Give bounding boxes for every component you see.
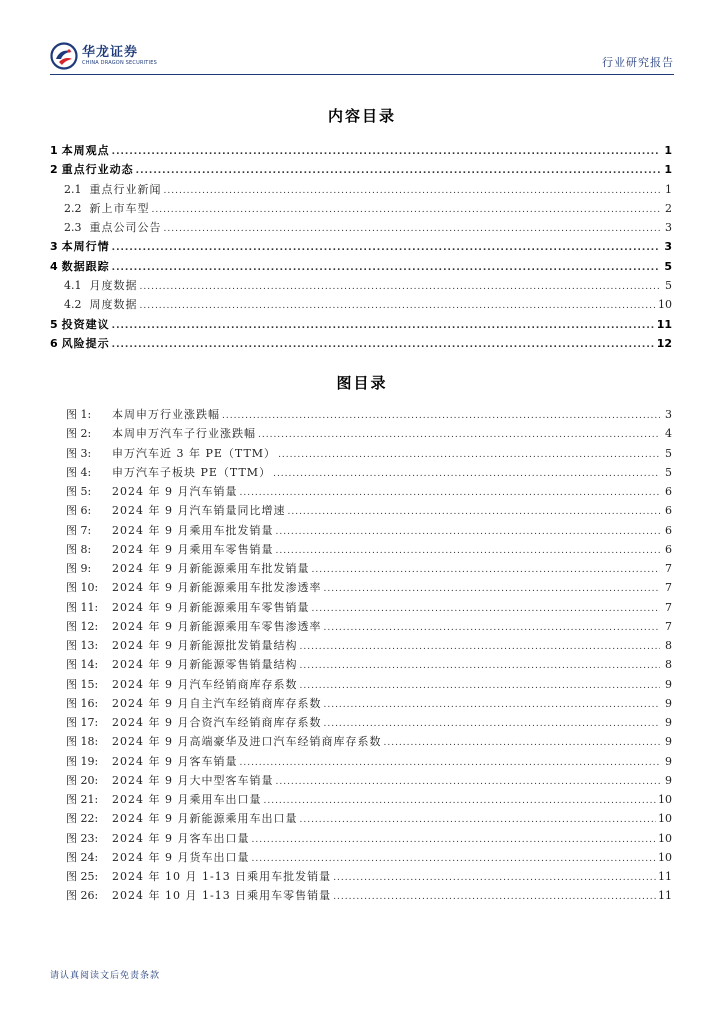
figure-entry[interactable]: [66, 445, 672, 464]
toc-leader-dots: [140, 301, 657, 311]
figure-entry-label: 申万汽车近 3 年 PE（TTM）: [112, 446, 277, 460]
figure-entry-page: 9: [665, 735, 672, 749]
toc-leader-dots: [112, 243, 660, 253]
figure-entry-label: 本周申万行业涨跌幅: [112, 408, 220, 421]
toc-entry-page: 3: [664, 240, 672, 254]
figure-entry-page: 6: [665, 485, 672, 498]
figure-entry-page: 8: [665, 658, 672, 672]
figure-entry-number: 图 1:: [66, 408, 92, 421]
figure-entry-label: 2024 年 9 月乘用车批发销量: [112, 523, 274, 537]
figure-entry-page: 9: [665, 696, 672, 710]
figure-leader-dots: [273, 469, 660, 479]
figure-entry-page: 7: [665, 562, 672, 575]
toc-entry-label: 月度数据: [89, 279, 138, 293]
figure-entry-label: 2024 年 9 月新能源批发销量结构: [112, 639, 298, 652]
figure-entry-number: 图 20:: [66, 773, 99, 787]
toc-entry-page: 1: [664, 163, 672, 177]
figure-entry-page: 7: [665, 600, 672, 614]
figure-entry-number: 图 18:: [66, 735, 99, 749]
toc-entry-label: 重点行业新闻: [89, 182, 162, 196]
figure-leader-dots: [251, 835, 656, 845]
figures-title: 图目录: [336, 374, 388, 392]
figure-entry[interactable]: [66, 560, 672, 579]
figure-entry-label: 2024 年 9 月新能源乘用车零售渗透率: [112, 619, 322, 633]
figure-leader-dots: [323, 623, 660, 633]
figure-leader-dots: [275, 527, 660, 537]
figure-entry-label: 2024 年 9 月新能源乘用车批发销量: [112, 562, 310, 575]
figure-leader-dots: [263, 796, 656, 806]
figure-entry-page: 11: [658, 870, 672, 883]
figure-entry[interactable]: [66, 868, 672, 887]
figure-entry-page: 9: [665, 773, 672, 787]
figure-entry-number: 图 4:: [66, 465, 92, 479]
figure-entry-page: 5: [665, 465, 672, 479]
figure-entry-label: 2024 年 10 月 1-13 日乘用车批发销量: [112, 870, 332, 883]
logo-english-name: CHINA DRAGON SECURITIES: [82, 60, 157, 66]
figure-entry[interactable]: [66, 656, 672, 675]
figure-leader-dots: [287, 507, 660, 517]
figure-entry-label: 2024 年 9 月新能源乘用车零售销量: [112, 600, 310, 614]
figure-entry-page: 4: [665, 427, 672, 441]
toc-entry-number: 6: [50, 336, 58, 350]
figures-list: [66, 406, 672, 907]
figure-entry-number: 图 12:: [66, 619, 99, 633]
figure-entry[interactable]: [66, 695, 672, 714]
contents-title: 内容目录: [327, 107, 396, 125]
toc-entry-page: 5: [665, 279, 672, 293]
toc-entry[interactable]: [50, 238, 672, 257]
figure-leader-dots: [251, 854, 656, 864]
toc-entry-page: 2: [665, 201, 672, 215]
figure-entry[interactable]: [66, 772, 672, 791]
figure-leader-dots: [239, 758, 660, 768]
figure-entry-number: 图 23:: [66, 831, 99, 845]
figure-entry-label: 2024 年 9 月大中型客车销量: [112, 773, 274, 787]
figure-entry[interactable]: [66, 541, 672, 560]
toc-entry-number: 4: [50, 259, 58, 273]
toc-leader-dots: [112, 321, 655, 331]
figure-entry-number: 图 7:: [66, 523, 92, 537]
toc-entry-page: 3: [665, 221, 672, 235]
toc-entry-label: 新上市车型: [89, 201, 150, 215]
figure-entry[interactable]: [66, 502, 672, 521]
figure-leader-dots: [333, 873, 656, 883]
figure-entry-number: 图 2:: [66, 427, 92, 441]
toc-entry-page: 1: [665, 182, 672, 196]
figure-entry[interactable]: [66, 618, 672, 637]
figure-entry-number: 图 25:: [66, 870, 99, 883]
toc-entry[interactable]: [50, 142, 672, 161]
toc-entry-number: 2.1: [64, 182, 82, 196]
toc-leader-dots: [112, 263, 660, 273]
toc-leader-dots: [112, 340, 655, 350]
figure-entry-number: 图 9:: [66, 562, 92, 575]
figure-entry-label: 2024 年 9 月货车出口量: [112, 850, 250, 864]
figure-entry[interactable]: [66, 676, 672, 695]
figure-entry[interactable]: [66, 464, 672, 483]
figure-leader-dots: [299, 642, 660, 652]
toc-leader-dots: [140, 282, 661, 292]
dragon-logo-icon: [50, 42, 78, 70]
figure-leader-dots: [299, 661, 660, 671]
figure-leader-dots: [278, 450, 660, 460]
toc-entry-label: 重点公司公告: [89, 221, 162, 235]
figure-entry-page: 5: [665, 446, 672, 460]
toc-entry[interactable]: [50, 200, 672, 219]
figure-entry-page: 9: [665, 754, 672, 768]
figure-leader-dots: [258, 430, 660, 440]
figure-entry-number: 图 5:: [66, 485, 92, 498]
figure-entry-number: 图 10:: [66, 581, 99, 595]
figure-entry[interactable]: [66, 733, 672, 752]
toc-leader-dots: [152, 205, 661, 215]
figure-entry-number: 图 17:: [66, 716, 99, 729]
figure-entry-number: 图 22:: [66, 812, 99, 826]
toc-entry-label: 投资建议: [61, 317, 110, 331]
figure-entry[interactable]: [66, 483, 672, 502]
figure-entry-label: 2024 年 9 月客车销量: [112, 754, 238, 768]
toc-entry[interactable]: [50, 219, 672, 238]
figure-entry-page: 11: [658, 889, 672, 903]
toc-entry-label: 本周行情: [61, 240, 110, 254]
figure-entry-label: 2024 年 9 月高端豪华及进口汽车经销商库存系数: [112, 735, 382, 749]
figure-entry-page: 10: [658, 793, 672, 806]
toc-entry[interactable]: [50, 258, 672, 277]
figure-leader-dots: [311, 604, 660, 614]
figure-entry-number: 图 13:: [66, 639, 99, 652]
toc-entry-page: 1: [664, 144, 672, 157]
toc-entry-page: 11: [656, 317, 672, 331]
toc-entry[interactable]: [50, 161, 672, 180]
figure-entry-label: 2024 年 9 月乘用车零售销量: [112, 542, 274, 556]
figure-leader-dots: [383, 738, 660, 748]
toc-leader-dots: [136, 166, 660, 176]
figure-entry-number: 图 15:: [66, 677, 99, 691]
figure-entry[interactable]: [66, 753, 672, 772]
figure-entry-label: 2024 年 9 月客车出口量: [112, 831, 250, 845]
figure-entry-page: 6: [665, 542, 672, 556]
toc-entry-label: 周度数据: [89, 298, 138, 312]
figure-entry-page: 6: [665, 504, 672, 518]
figure-entry-label: 2024 年 9 月汽车经销商库存系数: [112, 677, 298, 691]
toc-entry-label: 本周观点: [61, 144, 110, 157]
footer-disclaimer: 请认真阅读文后免责条款: [50, 971, 161, 981]
figure-entry-number: 图 11:: [66, 600, 99, 614]
figure-entry[interactable]: [66, 522, 672, 541]
company-logo: [50, 42, 157, 70]
figure-entry-label: 2024 年 10 月 1-13 日乘用车零售销量: [112, 889, 332, 903]
figure-entry-page: 8: [665, 639, 672, 652]
figure-entry[interactable]: [66, 579, 672, 598]
figure-leader-dots: [299, 815, 656, 825]
toc-entry-number: 3: [50, 240, 58, 254]
figure-leader-dots: [222, 411, 660, 421]
figure-entry[interactable]: [66, 406, 672, 425]
figure-entry-page: 7: [665, 619, 672, 633]
figure-entry-label: 2024 年 9 月汽车销量: [112, 485, 238, 498]
figure-entry-page: 10: [658, 850, 672, 864]
toc-entry-number: 1: [50, 144, 58, 157]
page-header: [50, 42, 674, 76]
figure-entry-label: 2024 年 9 月自主汽车经销商库存系数: [112, 696, 322, 710]
figure-entry-number: 图 21:: [66, 793, 99, 806]
toc-entry-page: 12: [656, 336, 672, 350]
toc-entry-number: 5: [50, 317, 58, 331]
figure-entry-label: 2024 年 9 月新能源零售销量结构: [112, 658, 298, 672]
figure-entry[interactable]: [66, 425, 672, 444]
figure-entry-page: 7: [665, 581, 672, 595]
figure-leader-dots: [239, 488, 660, 498]
figure-entry-label: 2024 年 9 月汽车销量同比增速: [112, 504, 286, 518]
figure-entry-page: 9: [665, 716, 672, 729]
toc-entry-number: 2: [50, 163, 58, 177]
figure-entry-label: 2024 年 9 月合资汽车经销商库存系数: [112, 716, 322, 729]
toc-entry-label: 数据跟踪: [61, 259, 110, 273]
toc-entry-number: 2.3: [64, 221, 82, 235]
toc-entry[interactable]: [50, 181, 672, 200]
figure-entry-number: 图 6:: [66, 504, 92, 518]
figure-entry-label: 2024 年 9 月乘用车出口量: [112, 793, 262, 806]
contents-list: [50, 142, 672, 354]
figure-leader-dots: [275, 546, 660, 556]
figure-entry[interactable]: [66, 791, 672, 810]
toc-leader-dots: [164, 186, 661, 196]
toc-entry-page: 10: [658, 298, 672, 312]
figure-entry-page: 6: [665, 523, 672, 537]
figure-leader-dots: [323, 700, 660, 710]
toc-entry-number: 4.2: [64, 298, 82, 312]
figure-entry[interactable]: [66, 810, 672, 829]
toc-entry-label: 风险提示: [61, 336, 110, 350]
toc-entry[interactable]: [50, 316, 672, 335]
figure-entry-page: 9: [665, 677, 672, 691]
figure-entry[interactable]: [66, 714, 672, 733]
figure-entry-number: 图 8:: [66, 542, 92, 556]
figure-entry-page: 3: [665, 408, 672, 421]
figure-entry[interactable]: [66, 887, 672, 906]
figure-entry-label: 本周申万汽车子行业涨跌幅: [112, 427, 256, 441]
figure-entry-number: 图 24:: [66, 850, 99, 864]
toc-entry[interactable]: [50, 296, 672, 315]
figure-entry[interactable]: [66, 849, 672, 868]
toc-leader-dots: [112, 147, 660, 157]
figure-leader-dots: [323, 584, 660, 594]
figure-entry[interactable]: [66, 637, 672, 656]
figure-leader-dots: [333, 892, 656, 902]
figure-entry-number: 图 14:: [66, 658, 99, 672]
logo-chinese-name: 华龙证券: [82, 45, 139, 60]
toc-entry-label: 重点行业动态: [61, 163, 134, 177]
toc-leader-dots: [164, 224, 661, 234]
figure-entry-page: 10: [658, 831, 672, 845]
figure-entry-number: 图 19:: [66, 754, 99, 768]
toc-entry[interactable]: [50, 277, 672, 296]
header-divider: [50, 74, 674, 75]
figure-entry-number: 图 16:: [66, 696, 99, 710]
figure-entry-number: 图 3:: [66, 446, 92, 460]
figure-leader-dots: [275, 777, 660, 787]
figure-entry[interactable]: [66, 830, 672, 849]
toc-entry[interactable]: [50, 335, 672, 354]
figure-leader-dots: [311, 565, 660, 575]
figure-leader-dots: [323, 719, 660, 729]
report-type-label: 行业研究报告: [602, 56, 674, 69]
figure-entry[interactable]: [66, 599, 672, 618]
figure-entry-label: 申万汽车子板块 PE（TTM）: [112, 465, 272, 479]
toc-entry-number: 2.2: [64, 201, 82, 215]
figure-entry-label: 2024 年 9 月新能源乘用车出口量: [112, 812, 298, 826]
figure-entry-page: 10: [658, 812, 672, 826]
toc-entry-page: 5: [664, 259, 672, 273]
figure-entry-label: 2024 年 9 月新能源乘用车批发渗透率: [112, 581, 322, 595]
toc-entry-number: 4.1: [64, 279, 82, 293]
figure-leader-dots: [299, 681, 660, 691]
figure-entry-number: 图 26:: [66, 889, 99, 903]
